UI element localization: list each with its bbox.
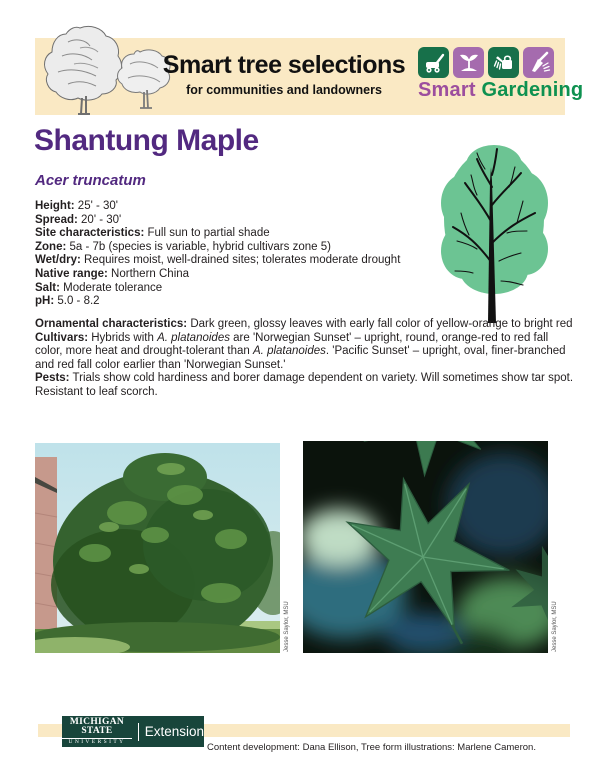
description-paragraphs (35, 318, 575, 400)
fact-spread: Spread: 20' - 30' (35, 213, 122, 226)
msu-logo-divider (138, 723, 139, 741)
pests-paragraph: Pests: Trials show cold hardiness and borer damage dependent on variety. Will sometimes show tar spot. Resistant to leaf scorch. (35, 372, 574, 398)
logo-tiles (418, 47, 564, 78)
leaf-photo (303, 441, 548, 653)
fact-wetdry: Wet/dry: Requires moist, well-drained sites; tolerates moderate drought (35, 254, 401, 267)
lawnmower-icon (418, 47, 449, 78)
series-subtitle: for communities and landowners (186, 83, 382, 98)
seedling-icon (453, 47, 484, 78)
page-title: Shantung Maple (34, 124, 259, 157)
fact-ph: pH: 5.0 - 8.2 (35, 295, 100, 308)
species-name: Acer truncatum (35, 172, 146, 189)
logo-wordmark (418, 79, 584, 102)
msu-extension-logo: MICHIGAN STATE UNIVERSITY Extension (62, 716, 204, 747)
footer-credit: Content development: Dana Ellison, Tree form illustrations: Marlene Cameron. (207, 742, 536, 753)
series-title: Smart tree selections (162, 51, 406, 79)
smart-gardening-logo (418, 47, 584, 102)
facts-list (35, 200, 455, 309)
fact-salt: Salt: Moderate tolerance (35, 281, 163, 294)
logo-word-smart: Smart (418, 79, 476, 101)
right-photo-credit: Jesse Saylor, MSU (552, 601, 558, 652)
watering-can-icon (488, 47, 519, 78)
left-photo-credit: Jesse Saylor, MSU (284, 601, 290, 652)
fact-zone: Zone: 5a - 7b (species is variable, hybrid cultivars zone 5) (35, 240, 331, 253)
ornamental-paragraph: Ornamental characteristics: Dark green, glossy leaves with early fall color of yellow-orange to bright red (35, 318, 573, 330)
fact-native-range: Native range: Northern China (35, 267, 190, 280)
tree-photo (35, 443, 280, 653)
fact-site: Site characteristics: Full sun to partial shade (35, 227, 270, 240)
header-text (148, 52, 420, 97)
trowel-icon (523, 47, 554, 78)
fact-height: Height: 25' - 30' (35, 200, 118, 212)
msu-wordmark: MICHIGAN STATE UNIVERSITY (62, 718, 132, 746)
logo-word-gardening: Gardening (481, 79, 584, 101)
cultivars-paragraph: Cultivars: Hybrids with A. platanoides are 'Norwegian Sunset' – upright, round, orange-red to red fall color, more heat and drought-tolerant than A. platanoides. 'Pacific Sunset' – upright, oval, finer-branched and red fall color earlier than 'Norwegian Sunset.' (35, 331, 566, 371)
tree-form-illustration (437, 141, 555, 323)
